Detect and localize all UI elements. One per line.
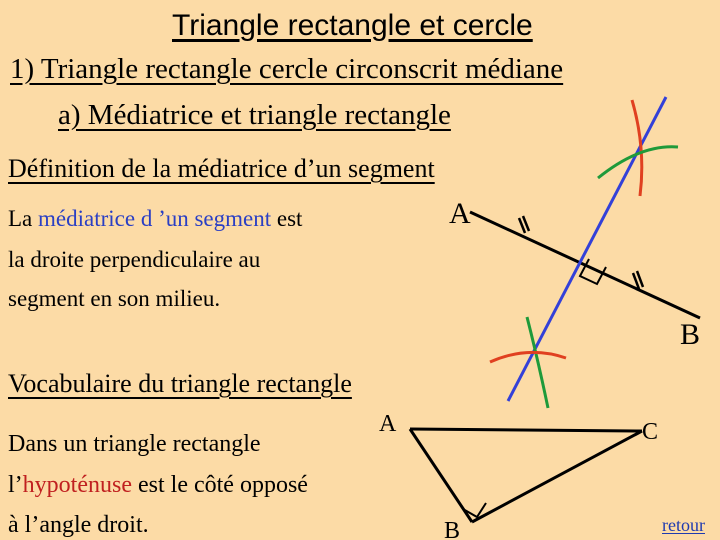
subsection-heading: a) Médiatrice et triangle rectangle	[58, 99, 451, 131]
section-heading: 1) Triangle rectangle cercle circonscrit médiane	[10, 53, 564, 85]
side-ab	[410, 429, 472, 522]
label-triangle-b: B	[444, 518, 461, 540]
definition-line-3: segment en son milieu.	[8, 286, 221, 311]
hypotenuse-ac	[410, 429, 642, 431]
perpendicular-bisector	[508, 97, 666, 401]
vocabulary-prefix: l’	[8, 472, 23, 498]
label-segment-a: A	[449, 197, 471, 230]
definition-prefix: La	[8, 206, 39, 231]
side-bc	[472, 431, 642, 522]
label-segment-b: B	[680, 318, 701, 351]
definition-suffix: est	[271, 206, 303, 231]
hypotenuse-term: hypoténuse	[22, 472, 132, 498]
definition-term: médiatrice d ’un segment	[38, 206, 272, 231]
label-triangle-a: A	[379, 411, 397, 437]
page-title: Triangle rectangle et cercle	[172, 9, 533, 42]
definition-heading: Définition de la médiatrice d’un segment	[8, 154, 435, 183]
vocabulary-line-1: Dans un triangle rectangle	[8, 431, 261, 457]
label-triangle-c: C	[642, 419, 659, 445]
vocabulary-line-3: à l’angle droit.	[8, 512, 149, 538]
vocabulary-heading: Vocabulaire du triangle rectangle	[8, 369, 352, 398]
arc-red-top	[632, 100, 642, 196]
vocabulary-suffix: est le côté opposé	[131, 472, 308, 498]
definition-line-2: la droite perpendiculaire au	[8, 247, 261, 272]
retour-link[interactable]: retour	[662, 515, 705, 535]
